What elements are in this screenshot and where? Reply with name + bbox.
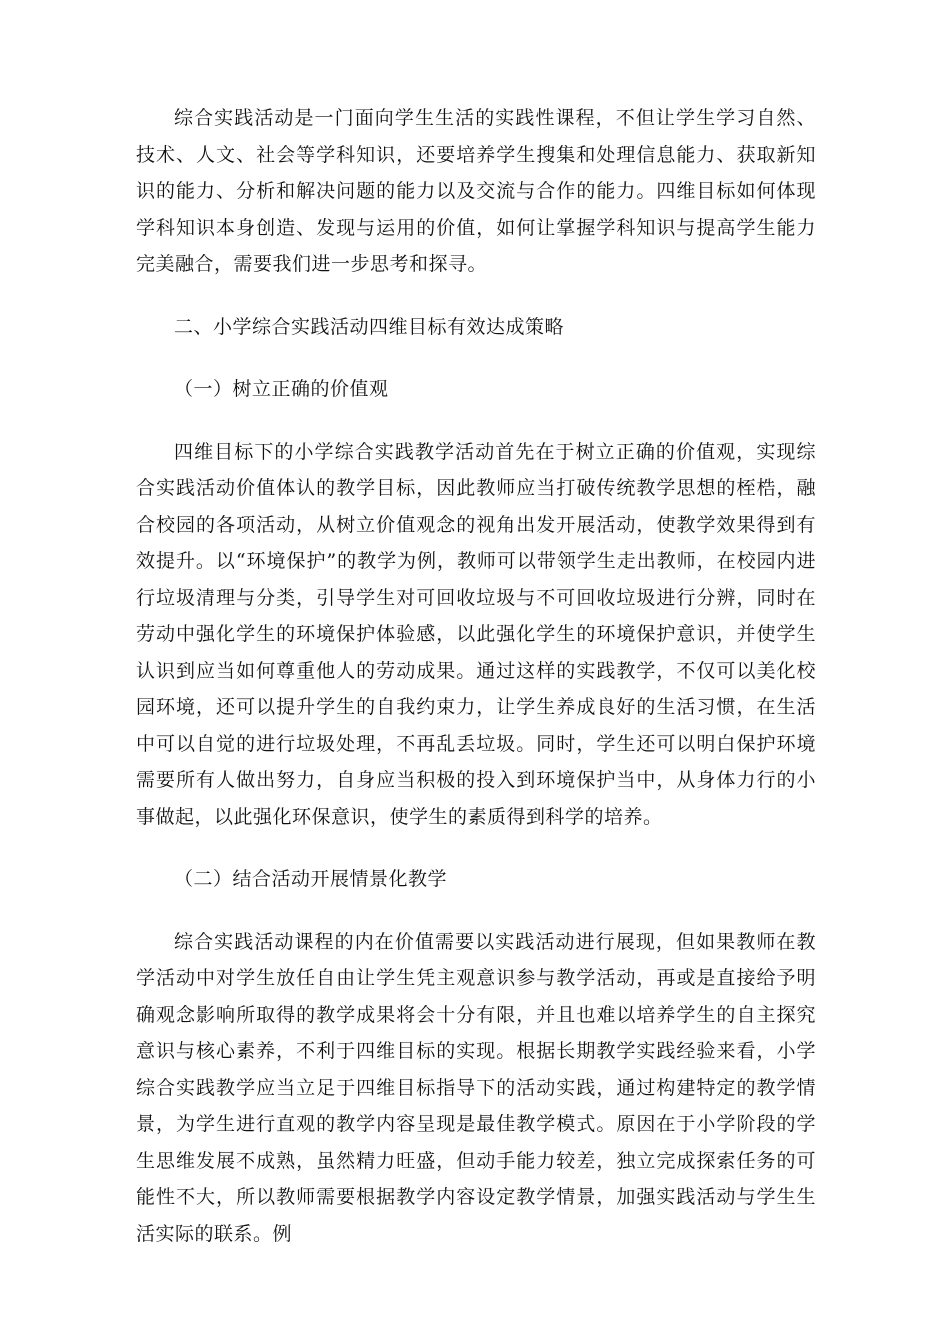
spacer <box>136 345 816 371</box>
subsection-heading-scenario-teaching: （二）结合活动开展情景化教学 <box>174 868 448 890</box>
paragraph-values: 四维目标下的小学综合实践教学活动首先在于树立正确的价值观，实现综合实践活动价值体认的教学目标，因此教师应当打破传统教学思想的桎梏，融合校园的各项活动，从树立价值观念的视角出发开展活动，使教学效果得到有效提升。以“环境保护”的教学为例，教师可以带领学生走出教师，在校园内进行垃圾清理与分类，引导学生对可回收垃圾与不可回收垃圾进行分辨，同时在劳动中强化学生的环境保护体验感，以此强化学生的环境保护意识，并使学生认识到应当如何尊重他人的劳动成果。通过这样的实践教学，不仅可以美化校园环境，还可以提升学生的自我约束力，让学生养成良好的生活习惯，在生活中可以自觉的进行垃圾处理，不再乱丢垃圾。同时，学生还可以明白保护环境需要所有人做出努力，自身应当积极的投入到环境保护当中，从身体力行的小事做起，以此强化环保意识，使学生的素质得到科学的培养。 <box>136 440 816 828</box>
section-heading-strategies: 二、小学综合实践活动四维目标有效达成策略 <box>174 315 565 338</box>
subsection-heading-values: （一）树立正确的价值观 <box>174 378 389 400</box>
spacer <box>136 835 816 861</box>
paragraph-intro: 综合实践活动是一门面向学生生活的实践性课程，不但让学生学习自然、技术、人文、社会等学科知识，还要培养学生搜集和处理信息能力、获取新知识的能力、分析和解决问题的能力以及交流与合作的能力。四维目标如何体现学科知识本身创造、发现与运用的价值，如何让掌握学科知识与提高学生能力完美融合，需要我们进一步思考和探寻。 <box>136 107 816 275</box>
document-body <box>136 100 816 1252</box>
paragraph-scenario-teaching: 综合实践活动课程的内在价值需要以实践活动进行展现，但如果教师在教学活动中对学生放任自由让学生凭主观意识参与教学活动，再或是直接给予明确观念影响所取得的教学成果将会十分有限，并且也难以培养学生的自主探究意识与核心素养，不利于四维目标的实现。根据长期教学实践经验来看，小学综合实践教学应当立足于四维目标指导下的活动实践，通过构建特定的教学情景，为学生进行直观的教学内容呈现是最佳教学模式。原因在于小学阶段的学生思维发展不成熟，虽然精力旺盛，但动手能力较差，独立完成探索任务的可能性不大，所以教师需要根据教学内容设定教学情景，加强实践活动与学生生活实际的联系。例 <box>136 930 816 1245</box>
spacer <box>136 898 816 924</box>
spacer <box>136 408 816 434</box>
spacer <box>136 283 816 309</box>
